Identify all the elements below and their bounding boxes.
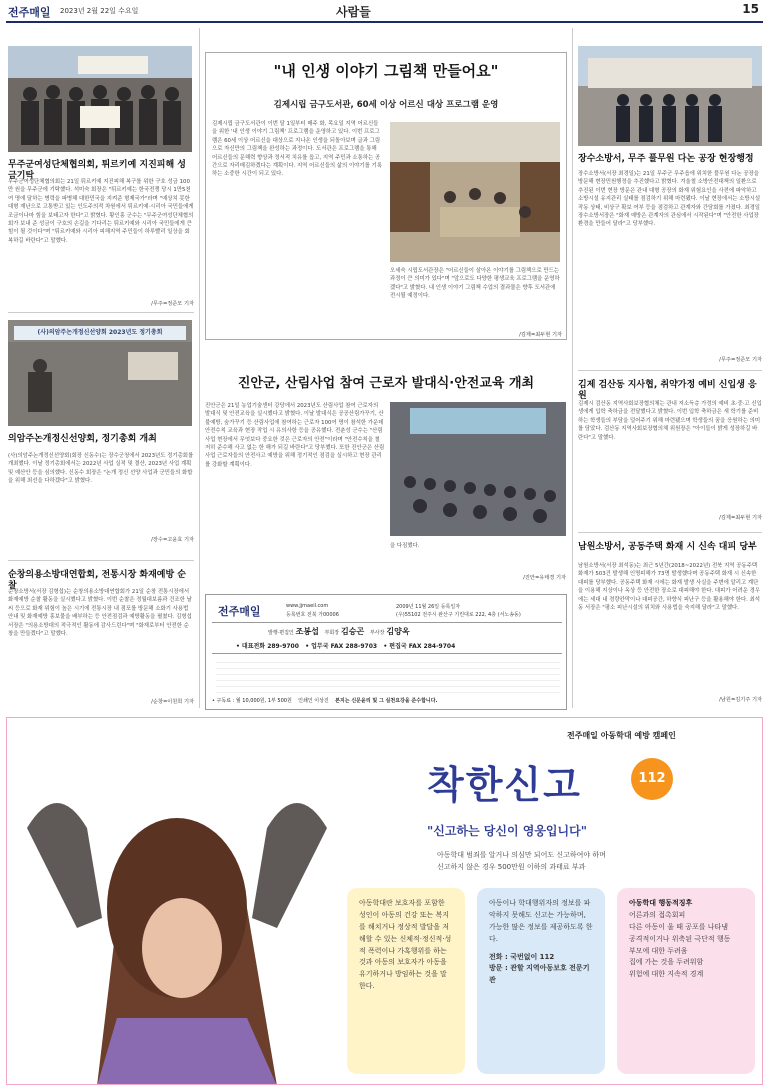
article-title: 의암주논개정신선양회, 정기총회 개최 [8,434,157,444]
card-signs-item: 위험에 대한 지속적 경계 [629,970,704,979]
campaign-text-line2: 신고하지 않은 경우 500만원 이하의 과태료 부과 [437,863,586,871]
card-report-phone: 전화 : 국번없이 112 [489,952,555,961]
article-divider [8,312,194,313]
section-title: 사람들 [336,5,371,19]
masthead-registration: 등록번호 전북 가00006 [286,612,339,618]
article-byline: /김제=최두현 기자 [519,332,562,338]
article-body: 김제시립 금구도서관이 이번 달 1일부터 매주 화, 목요일 지역 어르신들을 위한 '내 인생 이야기 그림책' 프로그램을 운영하고 있다. 이번 프로그램은 60세 이상 어르신을 대상으로 지나온 인생을 되돌아보며 글과 그림으로 자신만의 그림책을 완성하는 과정이다. 도서관은 프로그램을 통해 어르신들의 문해력 향상과 정서적 치유를 돕고, 지역 주민과 소통하는 공간으로 자리매김하겠다는 계획이다. 지역 어르신들의 삶의 이야기를 기록하는 소중한 시간이 되고 있다. [212,121,382,178]
card-report-visit: 방문 : 관할 지역아동보호 전문기관 [489,964,590,985]
meeting-photo-illustration [8,342,192,426]
masthead-box [205,594,567,710]
article-byline: /무주=정준모 기자 [151,301,194,307]
article-body: 무주군여성단체협의회는 21일 튀르키예 지진피해 복구를 위한 구호 성금 100만 원을 무주군에 기탁했다. 석미숙 회장은 "튀르키예는 한국전쟁 당시 1만5천여 명에 달하는 병력을 파병해 대한민국을 지켜준 형제국가"라며 "예상치 못한 대형 재난으로 고통받고 있는 인도주의적 차원에서 튀르키예·시리아 국민들에게 조금이나마 힘을 보태고자 한다"고 밝혔다. 황인홍 군수는 "무주군여성단체협의회가 보내 준 성금이 구호의 손길을 기다리는 튀르키예와 시리아 국민들에게 큰 힘이 될 것이다"며 "튀르키예와 시리아 피해지역 주민들이 하루빨리 일상을 회복하길 바란다"고 말했다. [8,179,194,244]
masthead-footer [212,697,437,704]
article-divider [8,560,194,561]
masthead-staff [268,626,410,637]
campaign-text-line1: 아동학대 범죄를 알거나 의심만 되어도 신고하여야 하며 [437,851,606,859]
article-title: 무주군여성단체협의회, 튀르키예 지진피해 성금기탁 [8,160,187,181]
emergency-112-badge: 112 [631,758,673,800]
masthead-rule [212,622,562,623]
masthead-phones [236,641,455,650]
orientation-photo-illustration [390,402,566,536]
card-signs-item: 다른 아동이 울 때 공포를 나타냄 [629,922,729,931]
library-class-illustration [390,122,560,262]
card-signs-item: 공격적이거나 위축된 극단적 행동 [629,934,731,943]
article-photo [578,46,762,146]
article-byline: /순창=이원희 기자 [151,699,194,705]
article-body: 을 다짐했다. [390,543,420,549]
page-header [0,0,769,24]
phone-business: • 업무국 FAX 288-9703 [305,643,378,650]
deputy-label: 부사장 [369,630,385,636]
column-divider [572,28,573,708]
card-definition-text: 아동학대란 보호자를 포함한 성인이 아동의 건강 또는 복지를 해치거나 정상적 발달을 저해할 수 있는 신체적·정신적·성적 폭력이나 가혹행위를 하는 것과 아동의 보호자가 아동을 유기하거나 방임하는 것을 말한다. [359,899,452,991]
info-card-definition [347,888,465,1074]
column-divider [199,28,200,708]
masthead-url[interactable]: www.jjmaeil.com [286,603,329,609]
card-signs-item: 어른과의 접촉회피 [629,910,686,919]
card-signs-title: 아동학대 행동적징후 [629,899,693,907]
info-card-signs [617,888,755,1074]
page-number: 15 [742,2,759,16]
publisher-name: 조봉섭 [295,627,319,636]
article-divider [578,532,762,533]
article-byline: /장수=고윤효 기자 [151,537,194,543]
campaign-headline: 착한신고 [427,763,582,807]
issue-date: 2023년 2월 22일 수요일 [60,7,139,15]
article-photo [8,46,192,152]
woman-illustration [7,718,347,1085]
phone-main: • 대표전화 289-9700 [236,643,299,650]
article-byline: /무주=정준모 기자 [719,357,762,363]
article-photo [390,122,560,262]
card-report-text: 아동이나 학대행위자의 정보를 파악하지 못해도 신고는 가능하며, 가능한 많은 정보를 제공하도록 한다. [489,899,593,943]
article-photo [390,402,566,536]
article-body: 김제시 검산동 지역사회보장협의체는 관내 저소득층 가정의 예비 초·중·고 신입생에게 입학 축하금을 전달했다고 밝혔다. 이번 입학 축하금은 새 학기를 준비하는 학생들의 부담을 덜어주기 위해 마련됐으며 학생들의 꿈을 응원하는 의미를 담았다. 검산동 지역사회보장협의체 위원장은 "아이들이 밝게 성장하길 바란다"고 말했다. [578,401,762,441]
masthead-address: (우)55102 전주시 완산구 기린대로 222, 4층 (서노송동) [396,612,521,618]
feature-subheadline: 김제시립 금구도서관, 60세 이상 어르신 대상 프로그램 운영 [273,100,499,110]
article-body: 순창소방서(서장 김형섭)는 순창의용소방대연합회가 21일 순창 전통시장에서 화재예방 순찰 활동을 실시했다고 밝혔다. 이번 순찰은 정월대보름과 건조한 날씨 등으로 화재 위험이 높은 시기에 전통시장 내 점포를 방문해 소화기 사용법 안내 및 화재예방 홍보물을 배부하는 등 안전점검과 예방활동을 펼쳤다. 김형섭 서장은 "의용소방대의 적극적인 활동에 감사드린다"며 "화재로부터 안전한 순창을 만들겠다"고 말했다. [8,589,192,637]
group-photo-illustration [8,46,192,152]
article-body: 장수소방서(서장 최경일)는 21일 무주군 무주읍에 위치한 풀무원 다논 공장을 방문해 현장민원행정을 추진했다고 밝혔다. 겨울철 소방안전대책의 일환으로 추진된 이번 현장 방문은 관내 대형 공장의 화재 위험요인을 사전에 파악하고 소방시설 유지관리 실태를 점검하기 위해 마련됐다. 이날 현장에서는 소방시설 작동 상태, 비상구 확보 여부 등을 점검하고 관계자와 간담회를 가졌다. 최경일 장수소방서장은 "화재 예방은 관계자의 관심에서 시작된다"며 "안전한 사업장 환경을 만들어 달라"고 당부했다. [578,171,761,228]
campaign-title: 전주매일 아동학대 예방 캠페인 [567,731,676,740]
card-signs-item: 집에 가는 것을 두려워함 [629,958,704,967]
subscription-fee: • 구독료 : 월 10,000원, 1부 500원 [212,698,292,704]
article-byline: /진안=유태경 기자 [523,575,566,581]
article-title: 남원소방서, 공동주택 화재 시 신속 대피 당부 [578,542,757,552]
article-byline: /남원=김기주 기자 [719,697,762,703]
deputy-name: 김양옥 [386,627,410,636]
card-signs-item: 부모에 대한 두려움 [629,946,688,955]
event-banner: (사)의암주논개정신선양회 2023년도 정기총회 [14,326,186,340]
article-body: (사)의암주논개정신선양회(회장 신동수)는 장수군청에서 2023년도 정기총회를 개최했다. 이날 정기총회에서는 2022년 사업 실적 및 결산, 2023년 사업 계획 및 예산안 등을 심의했다. 신동수 회장은 "논개 정신 선양 사업과 군민들의 화합을 위해 최선을 다하겠다"고 밝혔다. [8,453,194,485]
newspaper-logo: 전주매일 [8,6,51,19]
publisher-label: 발행·편집인 [268,630,294,636]
article-body: 오세숙 시립도서관장은 "어르신들이 살아온 이야기를 그림책으로 만드는 과정이 큰 의미가 있다"며 "앞으로도 다양한 평생교육 프로그램을 운영하겠다"고 밝혔다. 내 인생 이야기 그림책 수업의 결과물은 향후 도서관에 전시될 예정이다. [390,268,560,300]
article-title: 순창의용소방대연합회, 전통시장 화재예방 순찰 [8,570,187,591]
ethics-statement: 본지는 신문윤리 및 그 실천요강을 준수합니다. [335,698,438,704]
vice-label: 부회장 [324,630,340,636]
phone-editorial: • 편집국 FAX 284-9704 [383,643,456,650]
printer-name: 인쇄인 이상진 [298,698,329,704]
article-body: 진안군은 21일 농업기술센터 강당에서 2023년도 산림사업 참여 근로자의 발대식 및 안전교육을 실시했다고 밝혔다. 이날 발대식은 공공산림가꾸기, 산불예방, 숲가꾸기 등 산림사업에 참여하는 근로자 100여 명이 참석한 가운데 안전수칙 교육과 현장 작업 시 유의사항 등을 공유했다. 전춘성 군수는 "산림사업 현장에서 무엇보다 중요한 것은 근로자의 안전"이라며 "안전수칙을 철저히 준수해 사고 없는 한 해가 되길 바란다"고 당부했다. 또한 진안군은 산림사업 근로자들의 안전사고 예방을 위해 정기적인 점검을 실시하고 현장 관리를 강화할 계획이다. [205,403,385,468]
masthead-founded: 2009년 11월 26일 등록일자 [396,604,461,610]
article-divider [578,370,762,371]
vice-name: 김승곤 [341,627,365,636]
article-body: 남원소방서(서장 최석동)는 최근 5년간(2018~2022년) 전북 지역 공동주택 화재가 503건 발생해 인명피해가 73명 발생했다며 공동주택 화재 시 신속한 대피를 당부했다. 공동주택 화재 시에는 화재 발생 사실을 주변에 알리고 계단을 이용해 지상이나 옥상 등 안전한 장소로 대피해야 한다. 대피가 어려운 경우에는 세대 내 경량칸막이나 대피공간, 하향식 피난구 등을 활용해야 한다. 최석동 서장은 "평소 피난시설의 위치와 사용법을 숙지해 달라"고 말했다. [578,563,760,611]
article-headline: 진안군, 산림사업 참여 근로자 발대식·안전교육 개최 [237,376,535,391]
masthead-name: 전주매일 [218,605,261,618]
article-title: 장수소방서, 무주 풀무원 다논 공장 현장행정 [578,154,754,164]
child-abuse-campaign-ad [6,717,763,1085]
header-rule [6,21,763,23]
masthead-rule [212,653,562,654]
factory-visit-illustration [578,46,762,146]
article-byline: /김제=최두현 기자 [719,515,762,521]
info-card-report [477,888,605,1074]
feature-headline: "내 인생 이야기 그림책 만들어요" [273,62,499,80]
article-title: 김제 검산동 지사협, 취약가정 예비 신입생 응원 [578,380,757,401]
campaign-slogan: "신고하는 당신이 영웅입니다" [427,824,587,838]
article-photo [8,320,192,426]
bureau-directory [216,657,560,693]
